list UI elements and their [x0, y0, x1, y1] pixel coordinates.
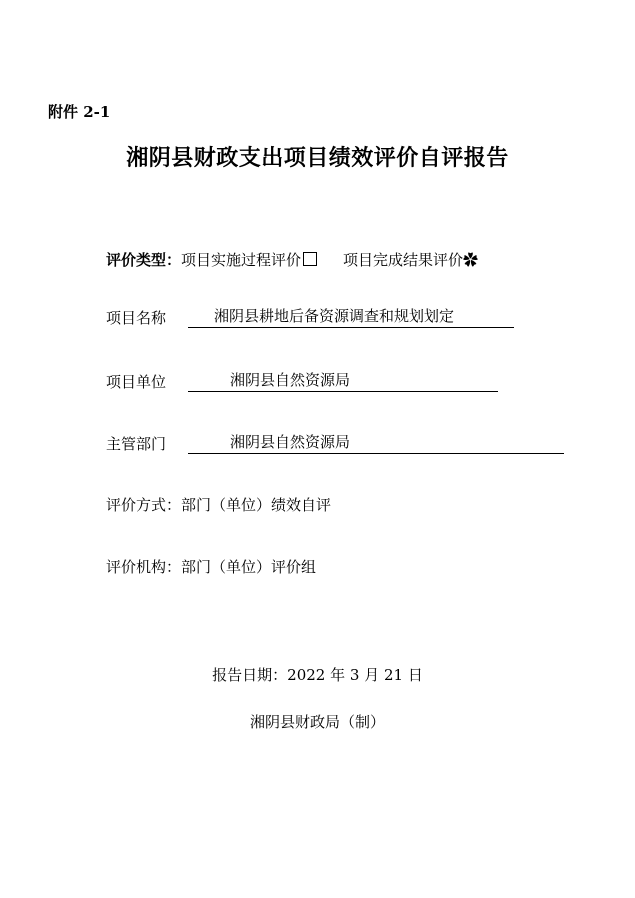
project-name-value: 湘阴县耕地后备资源调查和规划划定: [214, 307, 455, 325]
eval-type-row: [106, 249, 478, 270]
eval-org-label: 评价机构：: [106, 558, 182, 576]
project-unit-value: 湘阴县自然资源局: [230, 371, 351, 389]
supervisor-row: [106, 431, 564, 454]
flower-check-icon[interactable]: ✿: [463, 251, 479, 269]
project-name-field: [188, 305, 514, 328]
document-title: 湘阴县财政支出项目绩效评价自评报告: [126, 145, 509, 171]
supervisor-field: [188, 431, 564, 454]
project-name-row: [106, 305, 514, 328]
issuer: 湘阴县财政局（制）: [249, 713, 385, 731]
eval-org-row: [106, 556, 316, 577]
supervisor-label: 主管部门: [106, 435, 167, 453]
eval-org-value: 部门（单位）评价组: [181, 558, 317, 576]
eval-method-label: 评价方式：: [106, 496, 182, 514]
project-unit-row: [106, 369, 498, 392]
project-unit-field: [188, 369, 498, 392]
eval-method-value: 部门（单位）绩效自评: [181, 496, 332, 514]
eval-method-row: [106, 494, 331, 515]
project-unit-label: 项目单位: [106, 373, 167, 391]
supervisor-value: 湘阴县自然资源局: [230, 433, 351, 451]
checkbox-process[interactable]: [303, 252, 317, 266]
project-name-label: 项目名称: [106, 309, 167, 327]
eval-type-label: 评价类型：: [106, 251, 182, 269]
eval-option-process: 项目实施过程评价: [181, 251, 302, 269]
eval-option-result: 项目完成结果评价: [343, 251, 464, 269]
report-date: 报告日期：2022 年 3 月 21 日: [212, 666, 423, 684]
attachment-label: 附件 2-1: [48, 103, 111, 121]
